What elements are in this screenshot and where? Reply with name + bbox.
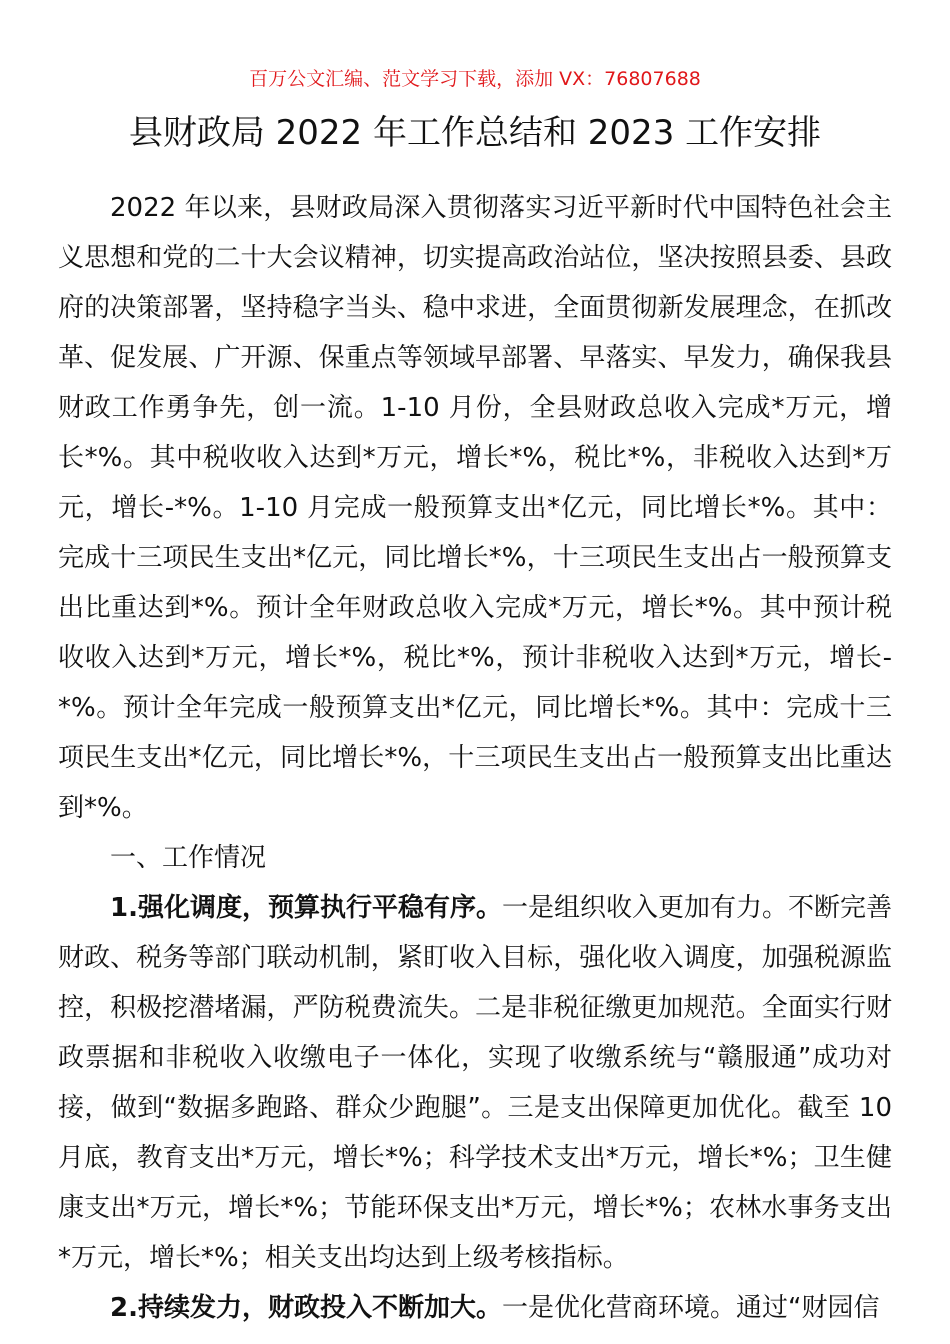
document-title: 县财政局 2022 年工作总结和 2023 工作安排 [128, 113, 822, 153]
item-2-text: 一是优化营商环境。通过“财园信 [501, 1293, 880, 1323]
item-1-text: 一是组织收入更加有力。不断完善财政、税务等部门联动机制，紧盯收入目标，强化收入调度，加强税源监控，积极挖潜堵漏，严防税费流失。二是非税征缴更加规范。全面实行财政票据和非税收入收缴电子一体化，实现了收缴系统与“赣服通”成功对接，做到“数据多跑路、群众少跑腿”。三是支出保障更加优化。截至 10 月底，教育支出*万元，增长*%；科学技术支出*万元，增长*%；卫生健康支出*万元，增长*%；节能环保支出*万元，增长*%；农林水事务支出*万元，增长*%；相关支出均达到上级考核指标。 [58, 893, 892, 1273]
contact-banner: 百万公文汇编、范文学习下载，添加 VX：76807688 [249, 68, 701, 90]
intro-paragraph: 2022 年以来，县财政局深入贯彻落实习近平新时代中国特色社会主义思想和党的二十大会议精神，切实提高政治站位，坚决按照县委、县政府的决策部署，坚持稳字当头、稳中求进，全面贯彻新发展理念，在抓改革、促发展、广开源、保重点等领域早部署、早落实、早发力，确保我县财政工作勇争先，创一流。1-10 月份，全县财政总收入完成*万元，增长*%。其中税收收入达到*万元，增长*%，税比*%，非税收入达到*万元，增长-*%。1-10 月完成一般预算支出*亿元，同比增长*%。其中：完成十三项民生支出*亿元，同比增长*%，十三项民生支出占一般预算支出比重达到*%。预计全年财政总收入完成*万元，增长*%。其中预计税收收入达到*万元，增长*%，税比*%，预计非税收入达到*万元，增长-*%。预计全年完成一般预算支出*亿元，同比增长*%。其中：完成十三项民生支出*亿元，同比增长*%，十三项民生支出占一般预算支出比重达到*%。 [58, 193, 892, 823]
document-body [58, 183, 892, 1333]
section-heading: 一、工作情况 [110, 843, 267, 873]
item-2-lead: 2.持续发力，财政投入不断加大。 [110, 1293, 502, 1323]
item-1-paragraph [58, 883, 892, 1283]
item-2-paragraph [58, 1283, 892, 1333]
item-1-lead: 1.强化调度，预算执行平稳有序。 [110, 893, 502, 923]
